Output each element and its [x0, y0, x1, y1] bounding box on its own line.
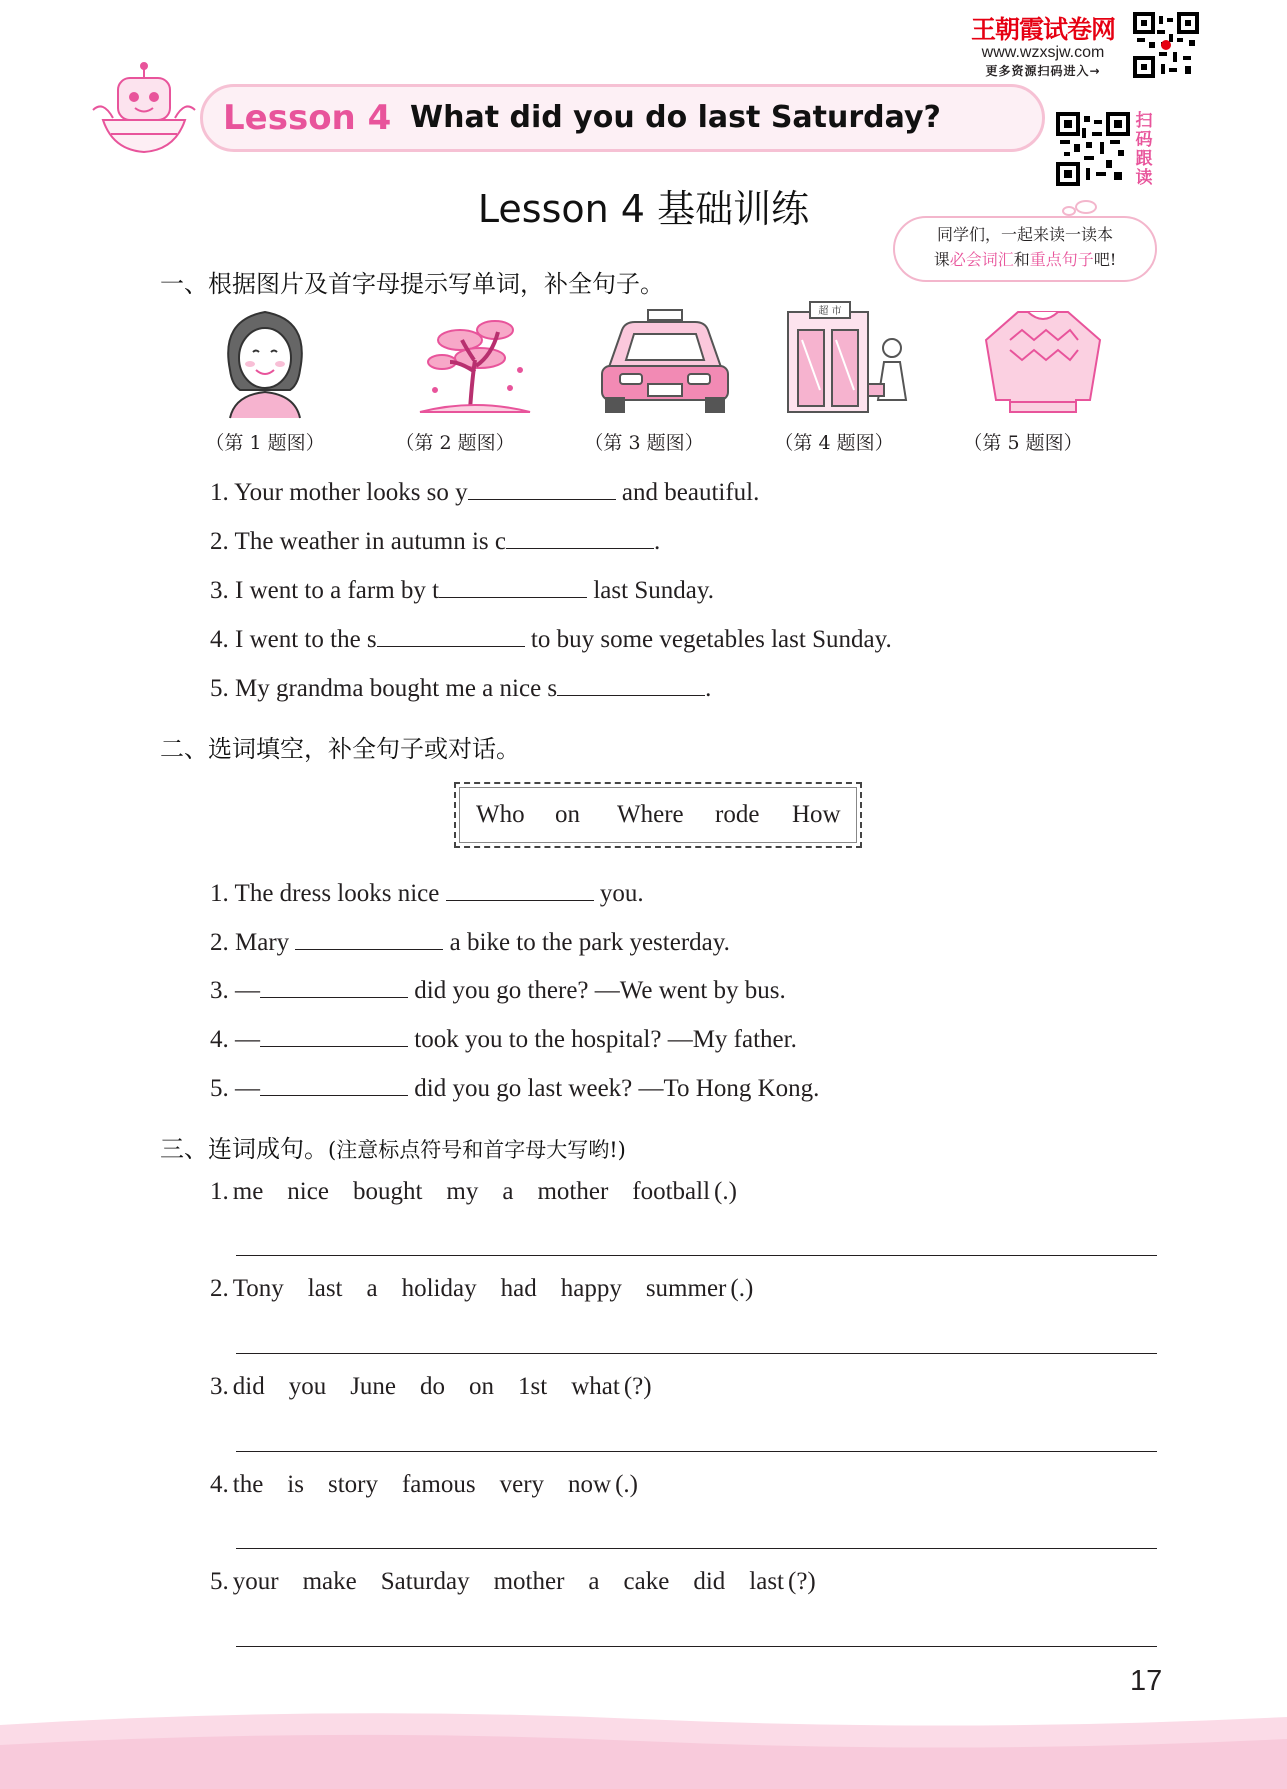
s2-question-5: 5. — did you go last week? —To Hong Kong.	[210, 1071, 819, 1103]
cloud-line1: 同学们，一起来读一读本	[936, 225, 1113, 244]
s1-question-4: 4. I went to the s to buy some vegetables last Sunday.	[210, 622, 892, 654]
answer-line[interactable]	[236, 1646, 1157, 1647]
section1-heading: 一、根据图片及首字母提示写单词，补全句子。	[160, 270, 664, 298]
s1-question-5: 5. My grandma bought me a nice s .	[210, 671, 711, 703]
answer-blank[interactable]	[439, 573, 587, 598]
word-bank-item: rode	[715, 801, 760, 828]
picture-caption-3: （第 3 题图）	[584, 432, 704, 454]
robot-mascot-icon	[83, 60, 213, 160]
picture-caption-5: （第 5 题图）	[963, 432, 1083, 454]
s2-question-2: 2. Mary a bike to the park yesterday.	[210, 925, 730, 957]
s3-item-3: 3. did you June do on 1st what (?)	[210, 1373, 652, 1400]
picture-caption-4: （第 4 题图）	[774, 432, 894, 454]
answer-blank[interactable]	[557, 671, 705, 696]
picture-caption-1: （第 1 题图）	[205, 432, 325, 454]
read-along-qr-icon[interactable]	[1056, 112, 1130, 186]
answer-blank[interactable]	[295, 925, 443, 950]
answer-blank[interactable]	[377, 622, 525, 647]
footer-wave	[0, 1705, 1287, 1789]
answer-blank[interactable]	[260, 973, 408, 998]
word-bank-item: Who	[476, 801, 525, 828]
answer-blank[interactable]	[506, 524, 654, 549]
word-bank-item: Where	[617, 801, 684, 828]
banner-lesson-title: What did you do last Saturday?	[410, 100, 941, 135]
taxi-picture	[590, 300, 740, 420]
cloud-bubble-dot	[1062, 206, 1076, 216]
study-tip-cloud	[893, 216, 1157, 282]
s1-question-3: 3. I went to a farm by t last Sunday.	[210, 573, 714, 605]
section3-note: (注意标点符号和首字母大写哟!)	[328, 1138, 626, 1162]
brand-name: 王朝霞试卷网	[970, 15, 1115, 44]
section2-heading: 二、选词填空，补全句子或对话。	[160, 735, 520, 763]
answer-blank[interactable]	[446, 876, 594, 901]
autumn-tree-picture	[400, 300, 550, 420]
s3-item-4: 4. the is story famous very now (.)	[210, 1471, 638, 1498]
page-title: Lesson 4 基础训练	[477, 187, 810, 231]
cloud-bubble-dot	[1075, 200, 1097, 214]
s3-item-5: 5. your make Saturday mother a cake did last (?)	[210, 1568, 816, 1595]
cloud-line2: 课必会词汇和重点句子吧!	[933, 250, 1117, 269]
brand-url[interactable]: www.wzxsjw.com	[981, 44, 1105, 61]
answer-line[interactable]	[236, 1451, 1157, 1452]
answer-blank[interactable]	[468, 475, 616, 500]
picture-caption-2: （第 2 题图）	[395, 432, 515, 454]
s3-item-2: 2. Tony last a holiday had happy summer (.)	[210, 1275, 754, 1302]
s1-question-2: 2. The weather in autumn is c .	[210, 524, 660, 556]
page-number: 17	[1130, 1665, 1163, 1697]
brand-block	[958, 10, 1128, 79]
s2-question-1: 1. The dress looks nice you.	[210, 876, 644, 908]
scan-read-label: 扫 码 跟 读	[1135, 111, 1153, 188]
answer-blank[interactable]	[260, 1071, 408, 1096]
banner-lesson-label: Lesson 4	[223, 98, 392, 138]
s2-question-4: 4. — took you to the hospital? —My father.	[210, 1022, 797, 1054]
s1-question-1: 1. Your mother looks so y and beautiful.	[210, 475, 759, 507]
word-bank-item: How	[792, 801, 841, 828]
s3-item-1: 1. me nice bought my a mother football (.)	[210, 1178, 737, 1205]
supermarket-picture	[780, 300, 930, 420]
word-bank-item: on	[555, 801, 580, 828]
answer-line[interactable]	[236, 1548, 1157, 1549]
section3-heading: 三、连词成句。(注意标点符号和首字母大写哟!)	[160, 1135, 626, 1163]
brand-qr-icon[interactable]	[1133, 12, 1199, 78]
answer-line[interactable]	[236, 1353, 1157, 1354]
brand-tip: 更多资源扫码进入→	[985, 64, 1101, 78]
answer-blank[interactable]	[260, 1022, 408, 1047]
answer-line[interactable]	[236, 1255, 1157, 1256]
s2-question-3: 3. — did you go there? —We went by bus.	[210, 973, 786, 1005]
sweater-picture	[968, 300, 1118, 420]
supermarket-sign: 超 市	[818, 306, 842, 317]
young-girl-picture	[190, 300, 340, 420]
lesson-banner	[95, 84, 955, 156]
word-bank	[454, 782, 862, 848]
